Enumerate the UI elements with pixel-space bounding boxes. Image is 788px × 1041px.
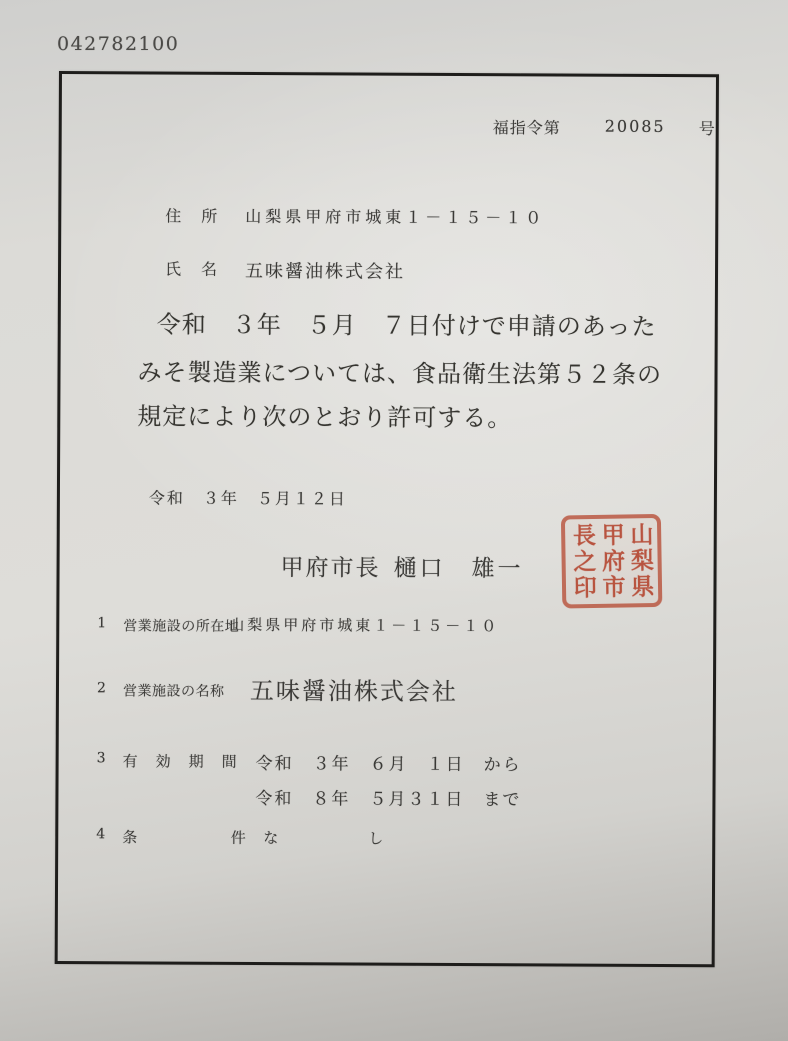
permit-body-line-2: みそ製造業については、食品衛生法第５２条の: [137, 358, 663, 389]
item-value: 五味醤油株式会社: [249, 676, 459, 706]
permit-number-line: [62, 113, 716, 140]
item-number: 4: [96, 826, 106, 843]
seal-column-middle: 甲府市: [597, 521, 626, 601]
issuer-title: 甲府市長: [280, 555, 381, 582]
permit-number-suffix: 号: [698, 119, 716, 139]
name-value: 五味醤油株式会社: [244, 260, 406, 283]
item-value: な し: [263, 829, 384, 848]
item-label: 営業施設の所在地: [123, 618, 240, 635]
permit-number-prefix: 福指令第: [492, 118, 561, 138]
item-label: 有 効 期 間: [122, 752, 239, 771]
item-value: 山梨県甲府市城東１－１５－１０: [229, 615, 500, 636]
permit-body-line-3: 規定により次のとおり許可する。: [137, 402, 513, 433]
address-value: 山梨県甲府市城東１－１５－１０: [245, 206, 546, 228]
item-label: 営業施設の名称: [122, 683, 225, 700]
address-label: 住 所: [165, 206, 220, 226]
document-border: [55, 71, 719, 967]
item-number: 2: [96, 680, 106, 697]
serial-number: 042782100: [57, 33, 180, 55]
seal-column-right: 山梨県: [626, 521, 655, 600]
name-label: 氏 名: [164, 259, 220, 279]
item-value-until: 令和 ８年 ５月３１日 まで: [255, 788, 522, 811]
item-number: 1: [97, 615, 107, 632]
permit-body-line-1: 令和 ３年 ５月 ７日付けで申請のあった: [156, 310, 657, 341]
item-value-from: 令和 ３年 ６月 １日 から: [255, 753, 522, 776]
item-number: 3: [96, 750, 106, 767]
permit-number-value: 20085: [604, 116, 666, 136]
official-red-seal: [561, 514, 662, 609]
seal-column-left: 長之印: [568, 522, 597, 601]
item-label: 条 件: [122, 828, 247, 847]
issue-date: 令和 ３年 ５月１２日: [148, 488, 347, 509]
issuer-name: 樋口 雄一: [393, 555, 524, 583]
